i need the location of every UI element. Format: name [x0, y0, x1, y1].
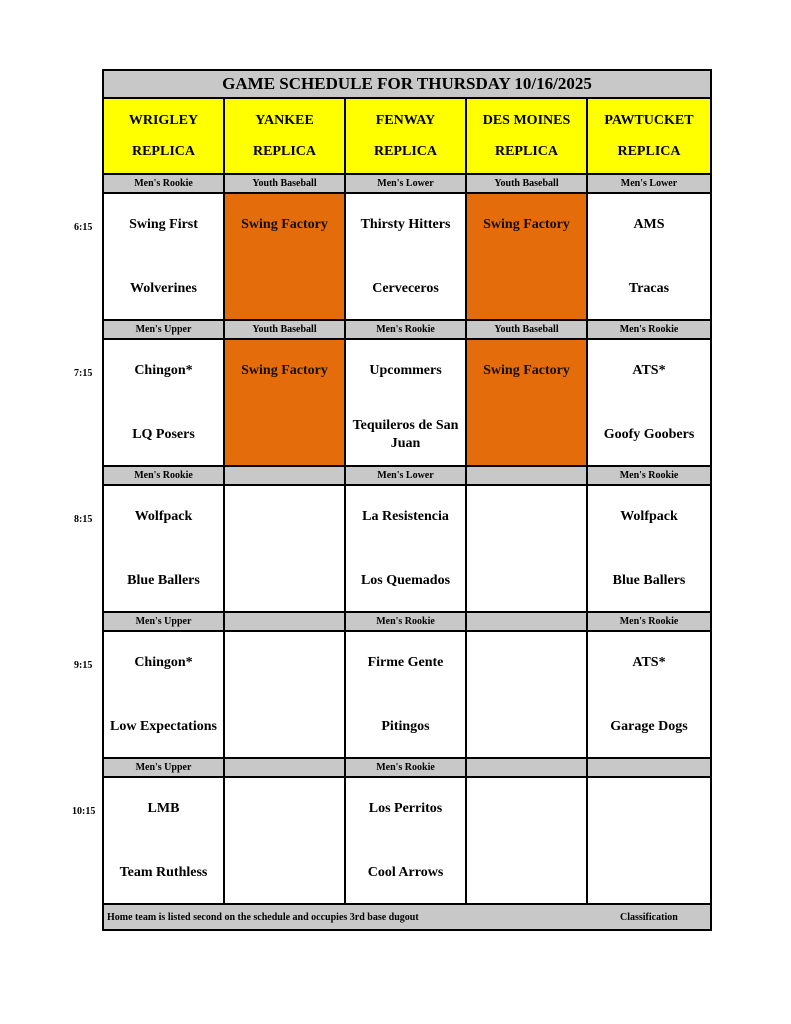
classification-label: Youth Baseball	[225, 175, 346, 192]
time-label: 8:15	[74, 514, 93, 525]
classification-label: Men's Rookie	[588, 613, 710, 630]
classification-label	[225, 613, 346, 630]
game-cell	[467, 632, 588, 757]
game-cell	[588, 194, 710, 319]
game-cell	[104, 486, 225, 611]
classification-label: Men's Rookie	[588, 467, 710, 484]
time-slots	[104, 175, 710, 905]
venue-yankee	[225, 99, 346, 173]
game-row	[104, 486, 710, 613]
venue-name: WRIGLEY	[128, 112, 199, 128]
schedule-table	[102, 69, 712, 931]
away-team: LMB	[147, 801, 180, 816]
away-team: Thirsty Hitters	[360, 217, 451, 232]
home-team: Garage Dogs	[610, 719, 688, 734]
game-cell	[225, 632, 346, 757]
classification-label: Youth Baseball	[225, 321, 346, 338]
classification-row	[104, 321, 710, 340]
away-team: Chingon*	[134, 655, 193, 670]
away-team: Swing Factory	[241, 363, 328, 378]
classification-label	[225, 467, 346, 484]
away-team: ATS*	[632, 363, 666, 378]
classification-row	[104, 759, 710, 778]
classification-label: Men's Upper	[104, 321, 225, 338]
venue-name: FENWAY	[375, 112, 436, 128]
time-label: 7:15	[74, 368, 93, 379]
classification-row	[104, 613, 710, 632]
game-cell	[225, 340, 346, 465]
away-team: Upcommers	[369, 363, 442, 378]
game-cell	[467, 194, 588, 319]
game-cell	[104, 194, 225, 319]
game-cell	[467, 778, 588, 903]
home-team: Los Quemados	[360, 573, 451, 588]
home-team: Team Ruthless	[119, 865, 208, 880]
home-team: Blue Ballers	[612, 573, 686, 588]
time-label: 9:15	[74, 660, 93, 671]
classification-label: Men's Upper	[104, 759, 225, 776]
away-team: Wolfpack	[134, 509, 193, 524]
home-team: Cerveceros	[372, 281, 439, 296]
classification-label	[467, 467, 588, 484]
away-team: ATS*	[632, 655, 666, 670]
classification-label	[467, 613, 588, 630]
classification-label: Men's Rookie	[346, 759, 467, 776]
time-label: 10:15	[72, 806, 96, 817]
game-cell	[346, 778, 467, 903]
classification-label: Men's Upper	[104, 613, 225, 630]
game-cell	[104, 778, 225, 903]
away-team: Swing Factory	[241, 217, 328, 232]
venue-subtitle: REPLICA	[131, 143, 195, 159]
game-cell	[346, 486, 467, 611]
venue-subtitle: REPLICA	[252, 143, 316, 159]
game-cell	[467, 486, 588, 611]
venue-fenway	[346, 99, 467, 173]
away-team: Swing First	[129, 217, 198, 232]
classification-label	[467, 759, 588, 776]
home-team: Cool Arrows	[367, 865, 444, 880]
away-team: Wolfpack	[620, 509, 678, 524]
game-row	[104, 340, 710, 467]
away-team: Los Perritos	[368, 801, 443, 816]
classification-label: Men's Lower	[346, 175, 467, 192]
classification-label: Men's Rookie	[346, 321, 467, 338]
away-team: Chingon*	[134, 363, 193, 378]
away-team: Swing Factory	[483, 363, 570, 378]
venue-des-moines	[467, 99, 588, 173]
classification-label	[225, 759, 346, 776]
game-cell	[346, 340, 467, 465]
footer-legend: Classification	[620, 911, 678, 923]
game-cell	[588, 486, 710, 611]
game-cell	[346, 632, 467, 757]
classification-label: Men's Rookie	[346, 613, 467, 630]
venue-name: YANKEE	[255, 112, 314, 128]
venue-wrigley	[104, 99, 225, 173]
classification-label	[588, 759, 710, 776]
classification-label: Youth Baseball	[467, 321, 588, 338]
away-team: La Resistencia	[362, 509, 449, 524]
game-cell	[588, 632, 710, 757]
home-team: Low Expectations	[110, 719, 217, 734]
game-cell	[225, 194, 346, 319]
classification-label: Youth Baseball	[467, 175, 588, 192]
away-team: Swing Factory	[483, 217, 570, 232]
game-cell	[225, 486, 346, 611]
venue-subtitle: REPLICA	[373, 143, 437, 159]
game-cell	[588, 340, 710, 465]
game-cell	[225, 778, 346, 903]
game-row	[104, 632, 710, 759]
time-label: 6:15	[74, 222, 93, 233]
home-team: Tequileros de San Juan	[352, 418, 459, 451]
classification-label: Men's Rookie	[588, 321, 710, 338]
home-team: Blue Ballers	[127, 573, 200, 588]
away-team: Firme Gente	[367, 655, 444, 670]
classification-label: Men's Lower	[588, 175, 710, 192]
venue-name: DES MOINES	[482, 112, 571, 128]
game-cell	[588, 778, 710, 903]
home-team: Tracas	[628, 281, 670, 296]
venue-name: PAWTUCKET	[604, 112, 694, 128]
away-team: AMS	[633, 217, 665, 232]
classification-label: Men's Lower	[346, 467, 467, 484]
venue-pawtucket	[588, 99, 710, 173]
home-team: Goofy Goobers	[603, 427, 695, 442]
classification-row	[104, 175, 710, 194]
schedule-footer	[104, 905, 710, 929]
game-cell	[346, 194, 467, 319]
venue-subtitle: REPLICA	[494, 143, 558, 159]
classification-label: Men's Rookie	[104, 175, 225, 192]
classification-row	[104, 467, 710, 486]
home-team: Pitingos	[381, 719, 430, 734]
game-cell	[104, 632, 225, 757]
game-cell	[467, 340, 588, 465]
classification-label: Men's Rookie	[104, 467, 225, 484]
footer-note: Home team is listed second on the schedule and occupies 3rd base dugout	[107, 911, 419, 923]
home-team: LQ Posers	[132, 427, 195, 442]
venue-header-row	[104, 99, 710, 175]
game-cell	[104, 340, 225, 465]
game-row	[104, 194, 710, 321]
schedule-title: GAME SCHEDULE FOR THURSDAY 10/16/2025	[104, 71, 710, 99]
venue-subtitle: REPLICA	[617, 143, 681, 159]
home-team: Wolverines	[130, 281, 197, 296]
game-row	[104, 778, 710, 905]
